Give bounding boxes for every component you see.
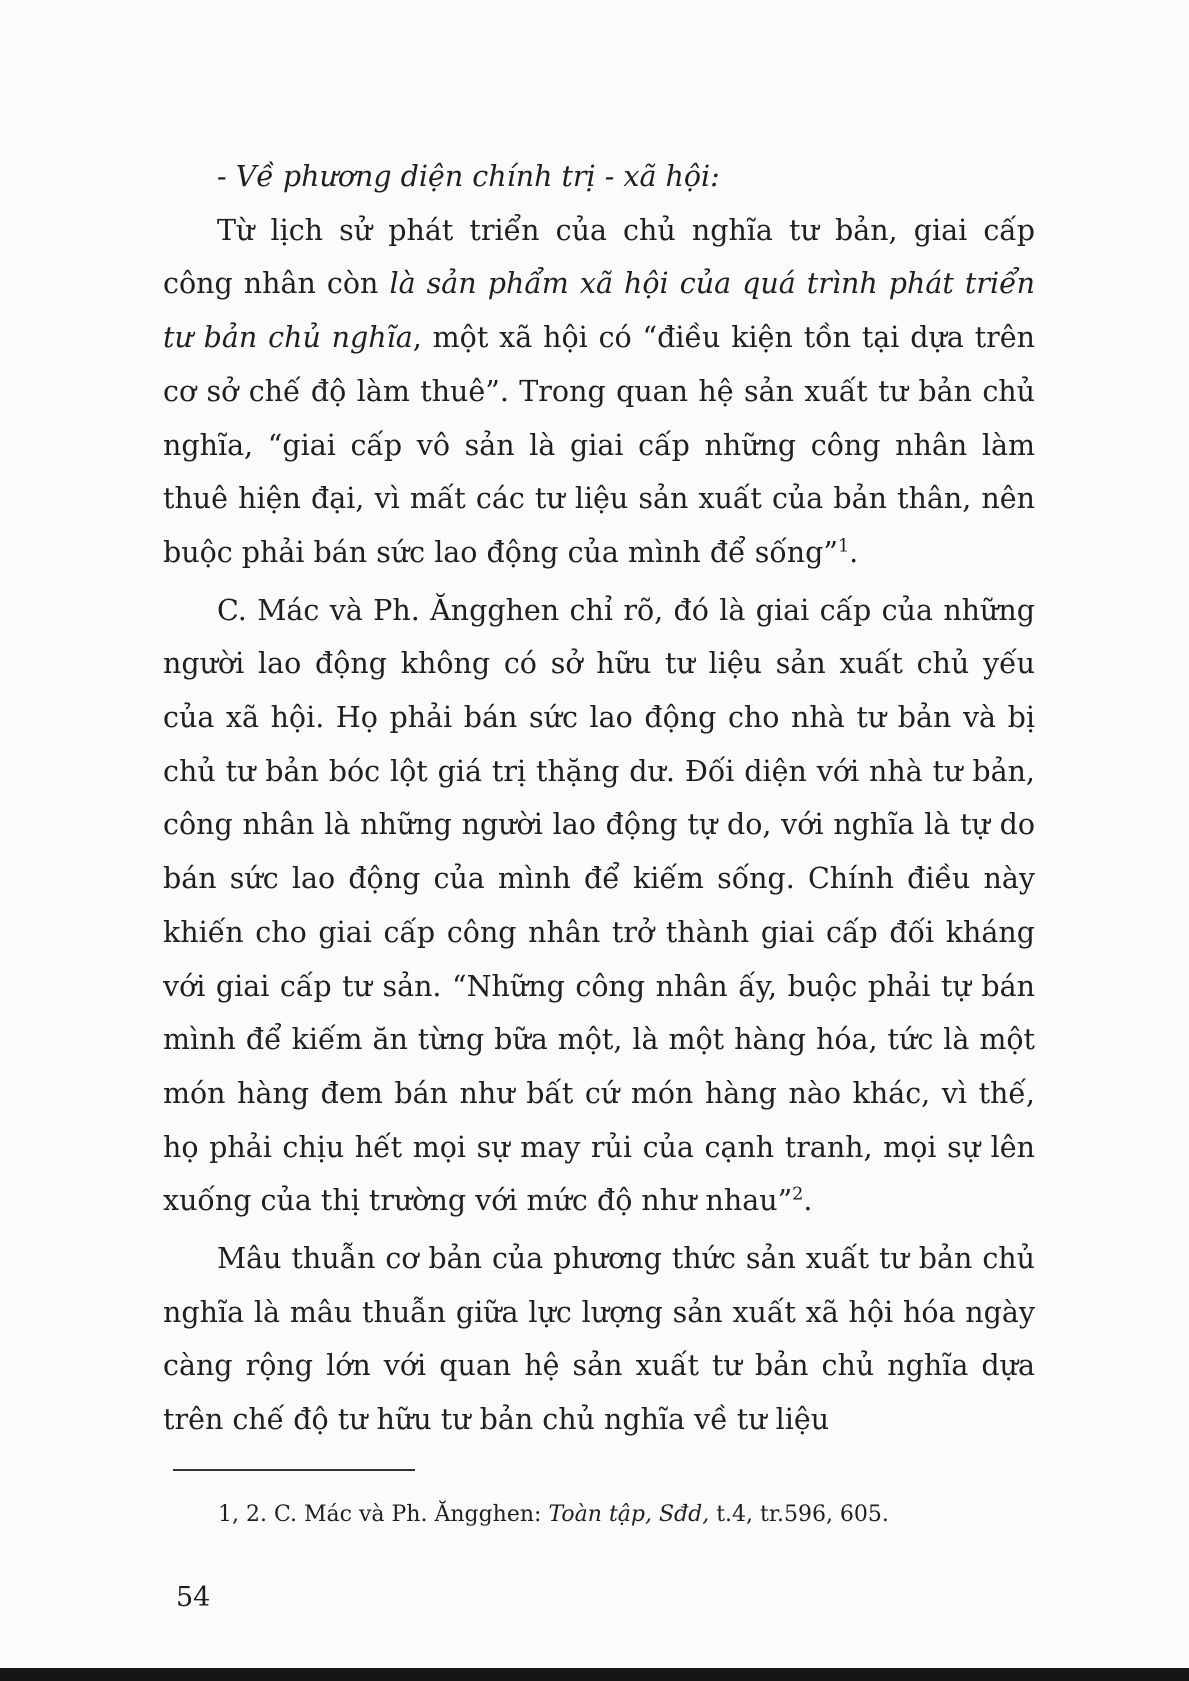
section-heading: - Về phương diện chính trị - xã hội: xyxy=(217,160,720,193)
body-text xyxy=(163,150,1035,1447)
paragraph-3 xyxy=(163,1232,1035,1447)
footnote-text-a: 1, 2. C. Mác và Ph. Ăngghen: xyxy=(218,1502,549,1527)
page-number: 54 xyxy=(176,1582,211,1613)
footnote-text-c: t.4, tr.596, 605. xyxy=(709,1502,889,1527)
footnote-title: Toàn tập, Sđd, xyxy=(548,1502,710,1527)
footnote-rule xyxy=(173,1469,415,1471)
footnote-ref-1: 1 xyxy=(837,536,850,557)
paragraph-2-text: C. Mác và Ph. Ăngghen chỉ rõ, đó là giai cấp của những người lao động không có sở hữu tư liệu sản xuất chủ yếu của xã hội. Họ phải bán sức lao động cho nhà tư bản và bị chủ tư bản bóc lột giá trị thặng dư. Đối diện với nhà tư bản, công nhân là những người lao động tự do, với nghĩa là tự do bán sức lao động của mình để kiếm sống. Chính điều này khiến cho giai cấp công nhân trở thành giai cấp đối kháng với giai cấp tư sản. “Những công nhân ấy, buộc phải tự bán mình để kiếm ăn từng bữa một, là một hàng hóa, tức là một món hàng đem bán như bất cứ món hàng nào khác, vì thế, họ phải chịu hết mọi sự may rủi của cạnh tranh, mọi sự lên xuống của thị trường với mức độ như nhau” xyxy=(163,593,1035,1218)
paragraph-2-end: . xyxy=(803,1184,813,1218)
footnote xyxy=(218,1498,1038,1532)
paragraph-1-end: . xyxy=(849,535,859,569)
paragraph-1-text-a: Từ lịch sử phát triển của chủ nghĩa tư bản, giai cấp công nhân còn xyxy=(163,213,1035,301)
paragraph-3-text: Mâu thuẫn cơ bản của phương thức sản xuất tư bản chủ nghĩa là mâu thuẫn giữa lực lượng sản xuất xã hội hóa ngày càng rộng lớn với quan hệ sản xuất tư bản chủ nghĩa dựa trên chế độ tư hữu tư bản chủ nghĩa về tư liệu xyxy=(163,1242,1035,1437)
paragraph-1-text-c: , một xã hội có “điều kiện tồn tại dựa trên cơ sở chế độ làm thuê”. Trong quan hệ sản xuất tư bản chủ nghĩa, “giai cấp vô sản là giai cấp những công nhân làm thuê hiện đại, vì mất các tư liệu sản xuất của bản thân, nên buộc phải bán sức lao động của mình để sống” xyxy=(163,321,1035,569)
footnote-ref-2: 2 xyxy=(792,1184,804,1205)
paragraph-2 xyxy=(163,584,1035,1228)
paragraph-1 xyxy=(163,204,1035,580)
scan-edge-bar xyxy=(0,1668,1189,1681)
paragraph-1-emphasis: là sản phẩm xã hội của quá trình phát triển tư bản chủ nghĩa xyxy=(163,267,1035,355)
